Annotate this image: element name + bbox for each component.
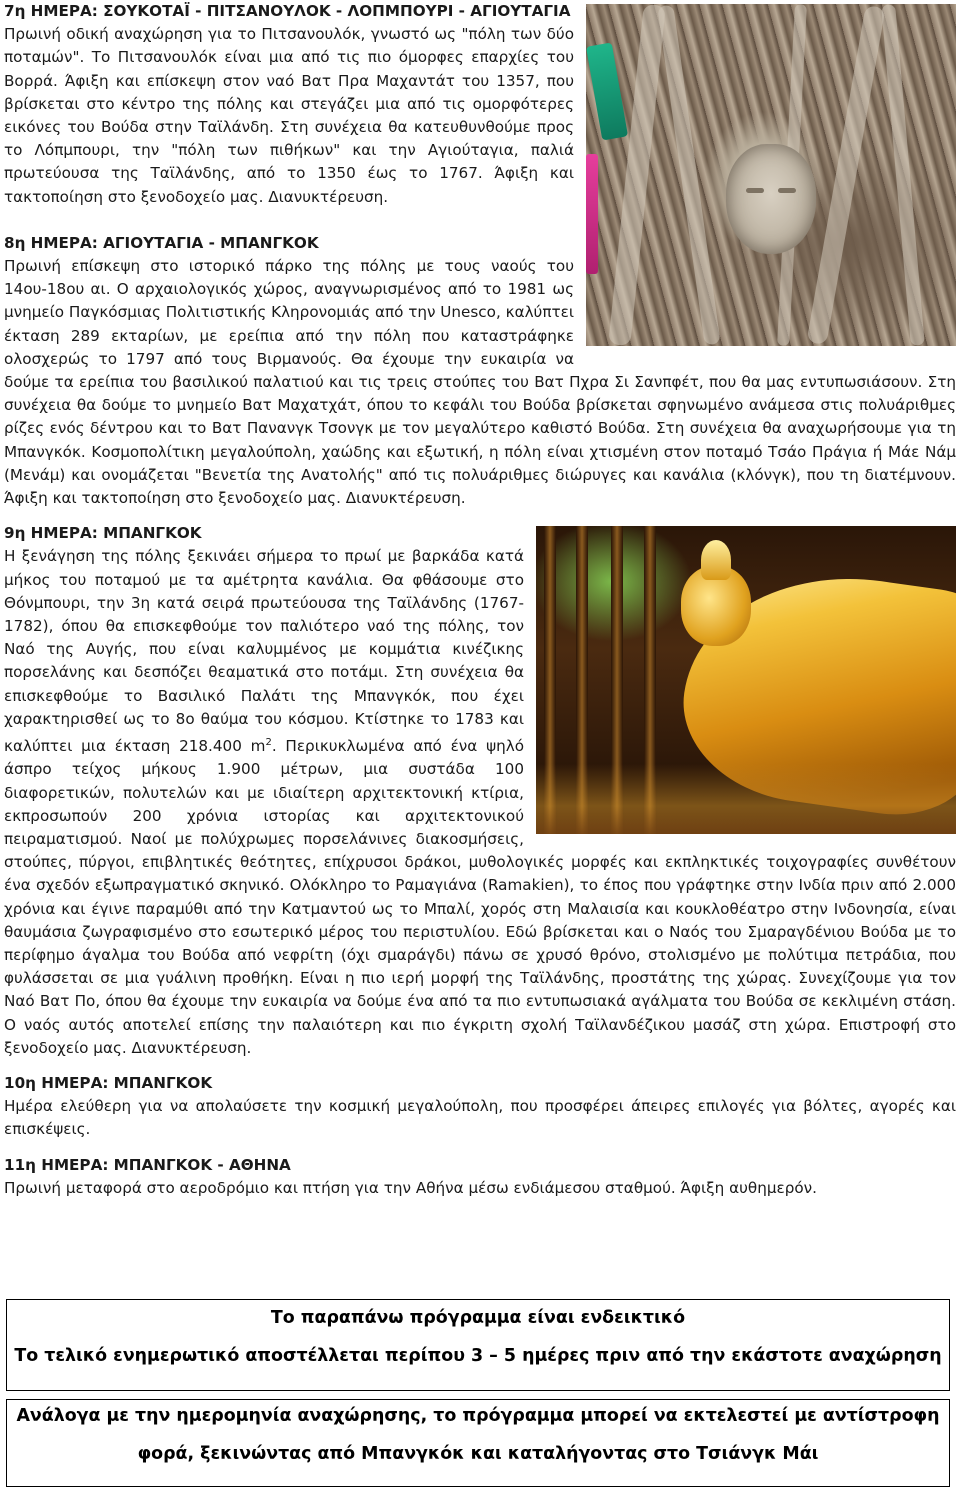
day-11-title: 11η ΗΜΕΡΑ: ΜΠΑΝΓΚΟΚ - ΑΘΗΝΑ [4, 1155, 291, 1174]
day-10-text: Ημέρα ελεύθερη για να απολαύσετε την κοσμική μεγαλούπολη, που προσφέρει άπειρες επιλογές για βόλτες, αγορές και επισκέψεις. [4, 1097, 956, 1139]
area-unit-superscript: 2 [265, 737, 272, 749]
day-7-text: Πρωινή οδική αναχώρηση για το Πιτσανουλόκ, γνωστό ως "πόλη των δύο ποταμών". Το Πιτσανουλόκ είναι μια από τις πιο όμορφες επαρχίες του Βορρά. Άφιξη και επίσκεψη στον ναό Βατ Πρα Μαχαντάτ του 1357, που βρίσκεται στο κέντρο της πόλης και στεγάζει μια από τις ομορφότερες εικόνες του Βούδα στην Ταϊλάνδη. Στη συνέχεια θα κατευθυνθούμε προς το Λόπμπουρι, την "πόλη των πιθήκων" και την Αγιούταγια, παλιά πρωτεύουσα της Ταϊλάνδης, από το 1350 έως το 1767. Άφιξη και τακτοποίηση στο ξενοδοχείο μας. Διανυκτέρευση. [4, 25, 574, 206]
day-8-title: 8η ΗΜΕΡΑ: ΑΓΙΟΥΤΑΓΙΑ - ΜΠΑΝΓΚΟΚ [4, 233, 319, 252]
reclining-buddha-photo [536, 526, 956, 834]
day-9-text-part-2: . Περικυκλωμένα από ένα ψηλό άσπρο τείχος μήκους 1.900 μέτρων, μια συστάδα 100 διαφορετικών, πολυτελών και με ιδιαίτερη αρχιτεκτονική κτίρια, εκπροσωπούν 200 χρόνια ιστορίας και αρχιτεκτονικού πειραματισμού. Ναοί με πολύχρωμες πορσελάνινες διακοσμήσεις, στούπες, πύργοι, επιβλητικές θεότητες, επίχρυσοι δράκοι, μυθολογικές μορφές και εκπληκτικές τοιχογραφίες συνθέτουν ένα σχεδόν εξωπραγματικό σκηνικό. Ολόκληρο το Ραμαγιάνα (Ramakien), το έπος που γράφτηκε στην Ινδία πριν από 2.000 χρόνια και έγινε παραμύθι από την Κατμαντού ως το Μπαλί, χορός στη Μαλαισία και κουκλοθέατρο στην Ινδονησία, είναι θαυμάσια ζωγραφισμένο στο εσωτερικό μέρος του περιστυλίου. Εδώ βρίσκεται και ο Ναός του Σμαραγδένιου Βούδα με το περίφημο άγαλμα του Βούδα από νεφρίτη (όχι σμαράγδι) πάνω σε χρυσό θρόνο, στολισμένο με πολύτιμα πετράδια, που φυλάσσεται σε μια γυάλινη προθήκη. Είναι η πιο ιερή μορφή της Ταϊλάνδης, προστάτης της χώρας. Συνεχίζουμε για τον Ναό Βατ Πο, όπου θα έχουμε την ευκαιρία να δούμε ένα από τα πιο εντυπωσιακά αγάλματα του Βούδα σε κεκλιμένη στάση. Ο ναός αυτός αποτελεί επίσης την παλαιότερη και πιο έγκριτη σχολή Ταϊλανδέζικου μασάζ στη χώρα. Επιστροφή στο ξενοδοχείο μας. Διανυκτέρευση. [4, 737, 956, 1057]
buddha-head-tree-roots-photo [586, 4, 956, 346]
day-10-title: 10η ΗΜΕΡΑ: ΜΠΑΝΓΚΟΚ [4, 1074, 213, 1092]
day-10-section [4, 1072, 956, 1142]
final-info-line: Το τελικό ενημερωτικό αποστέλλεται περίπου 3 – 5 ημέρες πριν από την εκάστοτε αναχώρηση [14, 1346, 942, 1366]
buddha-face [726, 144, 816, 254]
indicative-program-line: Το παραπάνω πρόγραμμα είναι ενδεικτικό [270, 1308, 686, 1328]
day-9-title: 9η ΗΜΕΡΑ: ΜΠΑΝΓΚΟΚ [4, 524, 202, 543]
reverse-order-line-2: φορά, ξεκινώντας από Μπανγκόκ και καταλήγοντας στο Τσιάνγκ Μάι [137, 1444, 819, 1464]
day-7-title: 7η ΗΜΕΡΑ: ΣΟΥΚΟΤΑΪ - ΠΙΤΣΑΝΟΥΛΟΚ - ΛΟΠΜΠΟΥΡΙ - ΑΓΙΟΥΤΑΓΙΑ [4, 2, 571, 20]
reverse-order-line-1: Ανάλογα με την ημερομηνία αναχώρησης, το πρόγραμμα μπορεί να εκτελεστεί με αντίστροφη [16, 1406, 940, 1426]
itinerary-page [4, 0, 956, 1200]
indicative-program-notice [6, 1299, 950, 1391]
reverse-order-notice [6, 1399, 950, 1487]
day-11-section [4, 1154, 956, 1200]
day-9-text-part-1: Η ξενάγηση της πόλης ξεκινάει σήμερα το πρωί με βαρκάδα κατά μήκος του ποταμού με τα αμέτρητα κανάλια. Θα φθάσουμε στο Θόνμπουρι, την 3η κατά σειρά πρωτεύουσα της Ταϊλάνδης (1767-1782), όπου θα επισκεφθούμε τον παλιότερο ναό της πόλης, τον Ναό της Αυγής, που είναι καλυμμένος με κομμάτια κινέζικης πορσελάνης και δεσπόζει θεαματικά στο ποτάμι. Στη συνέχεια θα επισκεφθούμε το Βασιλικό Παλάτι της Μπανγκόκ, που έχει χαρακτηρισθεί ως το 8ο θαύμα του κόσμου. Κτίστηκε το 1783 και καλύπτει μια έκταση 218.400 m [4, 547, 524, 756]
day-11-text: Πρωινή μεταφορά στο αεροδρόμιο και πτήση για την Αθήνα μέσω ενδιάμεσου σταθμού. Άφιξη αυθημερόν. [4, 1178, 817, 1197]
day-8-text: Πρωινή επίσκεψη στο ιστορικό πάρκο της πόλης με τους ναούς του 14ου-18ου αι. Ο αρχαιολογικός χώρος, αναγνωρισμένος από το 1981 ως μνημείο Παγκόσμιας Πολιτιστικής Κληρονομιάς από την Unesco, καλύπτει έκταση 289 εκταρίων, με ερείπια από την πόλη που καταστράφηκε ολοσχερώς το 1797 από τους Βιρμανούς. Θα έχουμε την ευκαιρία να δούμε τα ερείπια του βασιλικού παλατιού και τις τρεις στούπες του Βατ Πχρα Σι Σανπφέτ, που θα μας εντυπωσιάσουν. Στη συνέχεια θα δούμε το μνημείο Βατ Μαχατχάτ, όπου το κεφάλι του Βούδα βρίσκεται σφηνωμένο ανάμεσα στις πολυάριθμες ρίζες ενός δέντρου και το Βατ Πανανγκ Τσονγκ με τον μεγαλύτερο καθιστό Βούδα. Στη συνέχεια θα αναχωρήσουμε για τη Μπανγκόκ. Κοσμοπολίτικη μεγαλούπολη, χαώδης και εξωτική, η πόλη είναι χτισμένη στον ποταμό Τσάο Πράγια ή Μάε Νάμ (Μενάμ) και ονομάζεται "Βενετία της Ανατολής" από τις πολυάριθμες διώρυγες και κανάλια (κλόνγκ), που τη διατέμνουν. Άφιξη και τακτοποίηση στο ξενοδοχείο μας. Διανυκτέρευση. [4, 257, 956, 508]
